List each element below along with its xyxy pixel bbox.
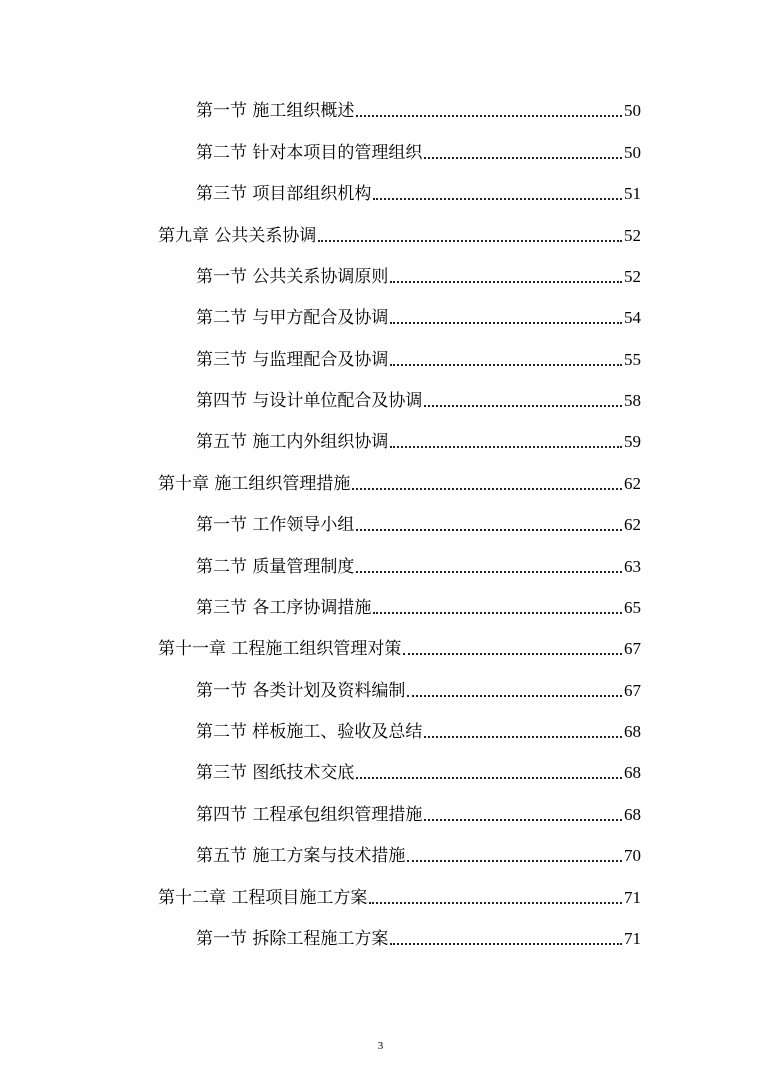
toc-entry[interactable] xyxy=(196,134,641,164)
toc-entry[interactable] xyxy=(196,589,641,619)
toc-entry-page: 62 xyxy=(624,474,641,493)
toc-entry-title: 第二节 与甲方配合及协调 xyxy=(196,308,389,328)
toc-entry-page: 71 xyxy=(624,888,641,907)
toc-entry-title: 第一节 各类计划及资料编制 xyxy=(196,681,406,701)
toc-leader-dots xyxy=(318,240,622,242)
toc-entry-title: 第四节 工程承包组织管理措施 xyxy=(196,805,423,825)
toc-entry-page: 52 xyxy=(624,267,641,286)
toc-leader-dots xyxy=(403,653,622,655)
toc-leader-dots xyxy=(390,943,622,945)
toc-entry-title: 第一节 施工组织概述 xyxy=(196,101,355,121)
toc-entry-page: 51 xyxy=(624,184,641,203)
toc-entry[interactable] xyxy=(196,258,641,288)
toc-entry-page: 63 xyxy=(624,557,641,576)
toc-entry[interactable] xyxy=(196,92,641,122)
toc-leader-dots xyxy=(424,157,622,159)
toc-leader-dots xyxy=(390,446,622,448)
toc-entry-page: 67 xyxy=(624,681,641,700)
toc-entry[interactable] xyxy=(158,630,641,660)
toc-entry-title: 第二节 针对本项目的管理组织 xyxy=(196,143,423,163)
toc-entry-page: 70 xyxy=(624,846,641,865)
toc-leader-dots xyxy=(424,736,622,738)
page-number: 3 xyxy=(377,1040,384,1052)
toc-entry-title: 第三节 与监理配合及协调 xyxy=(196,350,389,370)
toc-entry-page: 54 xyxy=(624,308,641,327)
toc-leader-dots xyxy=(424,405,622,407)
toc-leader-dots xyxy=(407,695,622,697)
toc-entry-title: 第九章 公共关系协调 xyxy=(158,226,317,246)
toc-leader-dots xyxy=(356,571,622,573)
toc-entry-page: 52 xyxy=(624,226,641,245)
toc-entry-title: 第二节 质量管理制度 xyxy=(196,557,355,577)
toc-entry-title: 第四节 与设计单位配合及协调 xyxy=(196,391,423,411)
toc-entry[interactable] xyxy=(158,879,641,909)
toc-leader-dots xyxy=(356,529,622,531)
toc-leader-dots xyxy=(390,364,622,366)
toc-entry-page: 71 xyxy=(624,929,641,948)
toc-entry-title: 第三节 项目部组织机构 xyxy=(196,184,372,204)
toc-leader-dots xyxy=(424,819,622,821)
toc-entry-page: 68 xyxy=(624,805,641,824)
toc-entry[interactable] xyxy=(196,548,641,578)
toc-leader-dots xyxy=(356,777,622,779)
toc-entry-title: 第十二章 工程项目施工方案 xyxy=(158,888,368,908)
toc-leader-dots xyxy=(390,281,622,283)
toc-entry-page: 55 xyxy=(624,350,641,369)
toc-entry[interactable] xyxy=(196,506,641,536)
toc-entry[interactable] xyxy=(196,713,641,743)
toc-entry-title: 第二节 样板施工、验收及总结 xyxy=(196,722,423,742)
toc-leader-dots xyxy=(356,115,622,117)
toc-entry-page: 65 xyxy=(624,598,641,617)
toc-entry[interactable] xyxy=(196,754,641,784)
toc-entry[interactable] xyxy=(196,796,641,826)
toc-leader-dots xyxy=(390,322,622,324)
toc-entry[interactable] xyxy=(196,837,641,867)
toc-leader-dots xyxy=(407,860,622,862)
toc-entry[interactable] xyxy=(196,341,641,371)
toc-entry-title: 第五节 施工内外组织协调 xyxy=(196,432,389,452)
toc-entry-title: 第十章 施工组织管理措施 xyxy=(158,474,351,494)
toc-leader-dots xyxy=(352,488,622,490)
toc-entry-title: 第一节 拆除工程施工方案 xyxy=(196,929,389,949)
toc-entry-page: 59 xyxy=(624,432,641,451)
toc-entry-title: 第三节 图纸技术交底 xyxy=(196,763,355,783)
toc-leader-dots xyxy=(369,902,622,904)
toc-entry[interactable] xyxy=(158,465,641,495)
toc-entry[interactable] xyxy=(196,382,641,412)
toc-entry[interactable] xyxy=(196,299,641,329)
toc-entry-page: 58 xyxy=(624,391,641,410)
toc-entry-page: 50 xyxy=(624,101,641,120)
toc-entry-title: 第一节 公共关系协调原则 xyxy=(196,267,389,287)
toc-entry[interactable] xyxy=(196,423,641,453)
toc-entry-page: 67 xyxy=(624,639,641,658)
toc-entry-title: 第一节 工作领导小组 xyxy=(196,515,355,535)
toc-entry-title: 第十一章 工程施工组织管理对策 xyxy=(158,639,402,659)
toc-entry[interactable] xyxy=(158,217,641,247)
toc-entry-page: 68 xyxy=(624,722,641,741)
toc-entry[interactable] xyxy=(196,920,641,950)
toc-entry-title: 第五节 施工方案与技术措施 xyxy=(196,846,406,866)
toc-entry[interactable] xyxy=(196,672,641,702)
toc-leader-dots xyxy=(373,198,622,200)
toc-entry-page: 62 xyxy=(624,515,641,534)
toc-entry-title: 第三节 各工序协调措施 xyxy=(196,598,372,618)
toc-entry-page: 68 xyxy=(624,763,641,782)
toc-entry[interactable] xyxy=(196,175,641,205)
toc-entry-page: 50 xyxy=(624,143,641,162)
toc-leader-dots xyxy=(373,612,622,614)
